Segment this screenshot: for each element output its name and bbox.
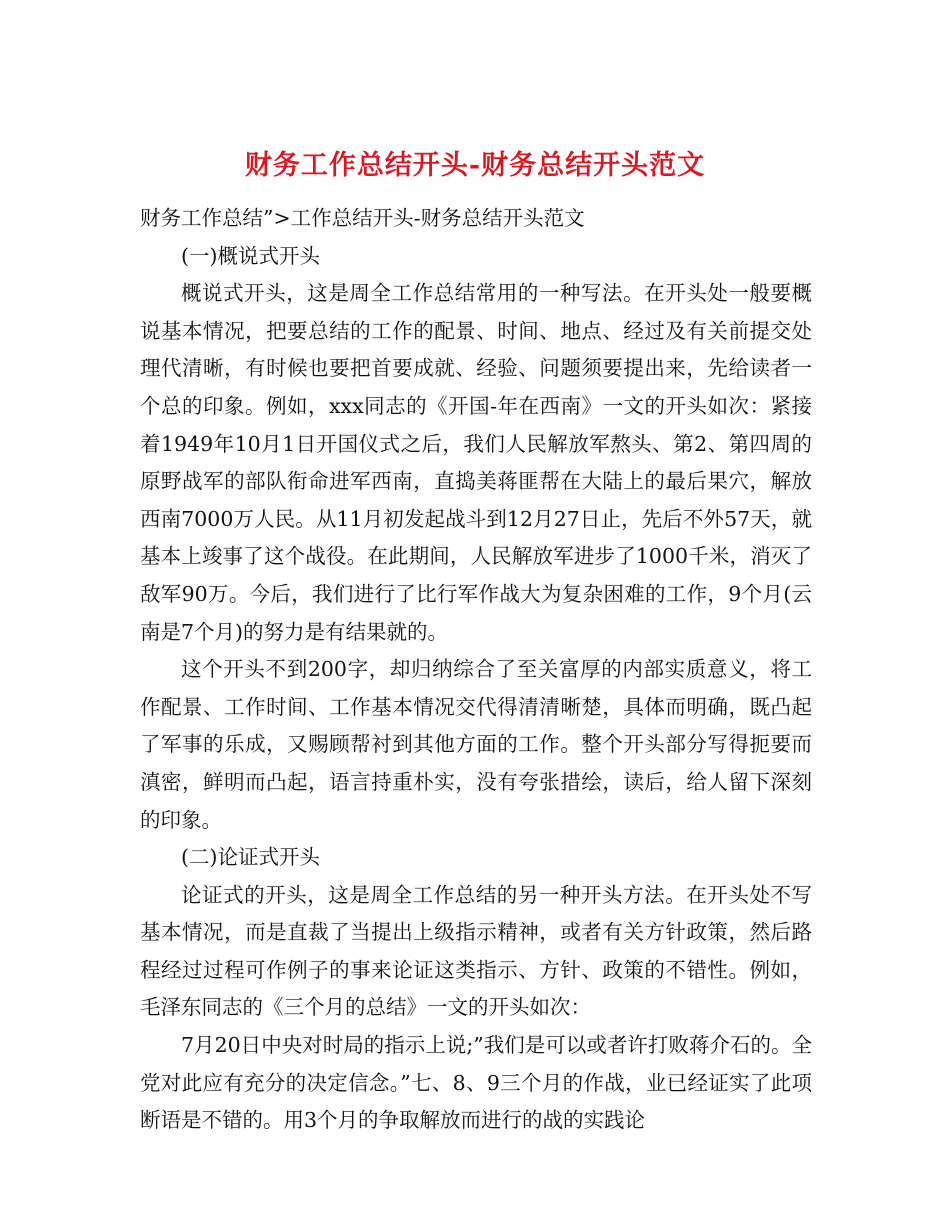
section-heading-1: (一)概说式开头 <box>181 243 320 268</box>
document-title: 财务工作总结开头-财务总结开头范文 <box>244 150 706 182</box>
body-paragraph: 这个开头不到200字，却归纳综合了至关富厚的内部实质意义，将工作配景、工作时间、工作基本情况交代得清清晰楚，具体而明确，既凸起了军事的乐成，又赐顾帮衬到其他方面的工作。整个开头部分写得扼要而滇密，鲜明而凸起，语言持重朴实，没有夸张措绘，读后，给人留下深刻的印象。 <box>140 657 812 832</box>
document-body <box>140 200 812 1140</box>
section-heading-2: (二)论证式开头 <box>181 845 320 870</box>
body-paragraph: 论证式的开头，这是周全工作总结的另一种开头方法。在开头处不写基本情况，而是直裁了当提出上级指示精神，或者有关方针政策，然后路程经过过程可作例子的事来论证这类指示、方针、政策的不错性。例如，毛泽东同志的《三个月的总结》一文的开头如次： <box>140 882 812 1020</box>
body-paragraph: 7月20日中央对时局的指示上说;”我们是可以或者许打败蒋介石的。全党对此应有充分的决定信念。”七、8、9三个月的作战，业已经证实了此项断语是不错的。用3个月的争取解放而进行的战的实践论 <box>140 1033 812 1133</box>
body-paragraph: 概说式开头，这是周全工作总结常用的一种写法。在开头处一般要概说基本情况，把要总结的工作的配景、时间、地点、经过及有关前提交处理代清晰，有时候也要把首要成就、经验、问题须要提出来，先给读者一个总的印象。例如，xxx同志的《开国-年在西南》一文的开头如次：紧接着1949年10月1日开国仪式之后，我们人民解放军熬头、第2、第四周的原野战军的部队衔命进军西南，直捣美蒋匪帮在大陆上的最后果穴，解放西南7000万人民。从11月初发起战斗到12月27日止，先后不外57天，就基本上竣事了这个战役。在此期间，人民解放军进步了1000千米，消灭了敌军90万。今后，我们进行了比行军作战大为复杂困难的工作，9个月(云南是7个月)的努力是有结果就的。 <box>140 281 812 644</box>
source-line: 财务工作总结”>工作总结开头-财务总结开头范文 <box>140 206 585 230</box>
